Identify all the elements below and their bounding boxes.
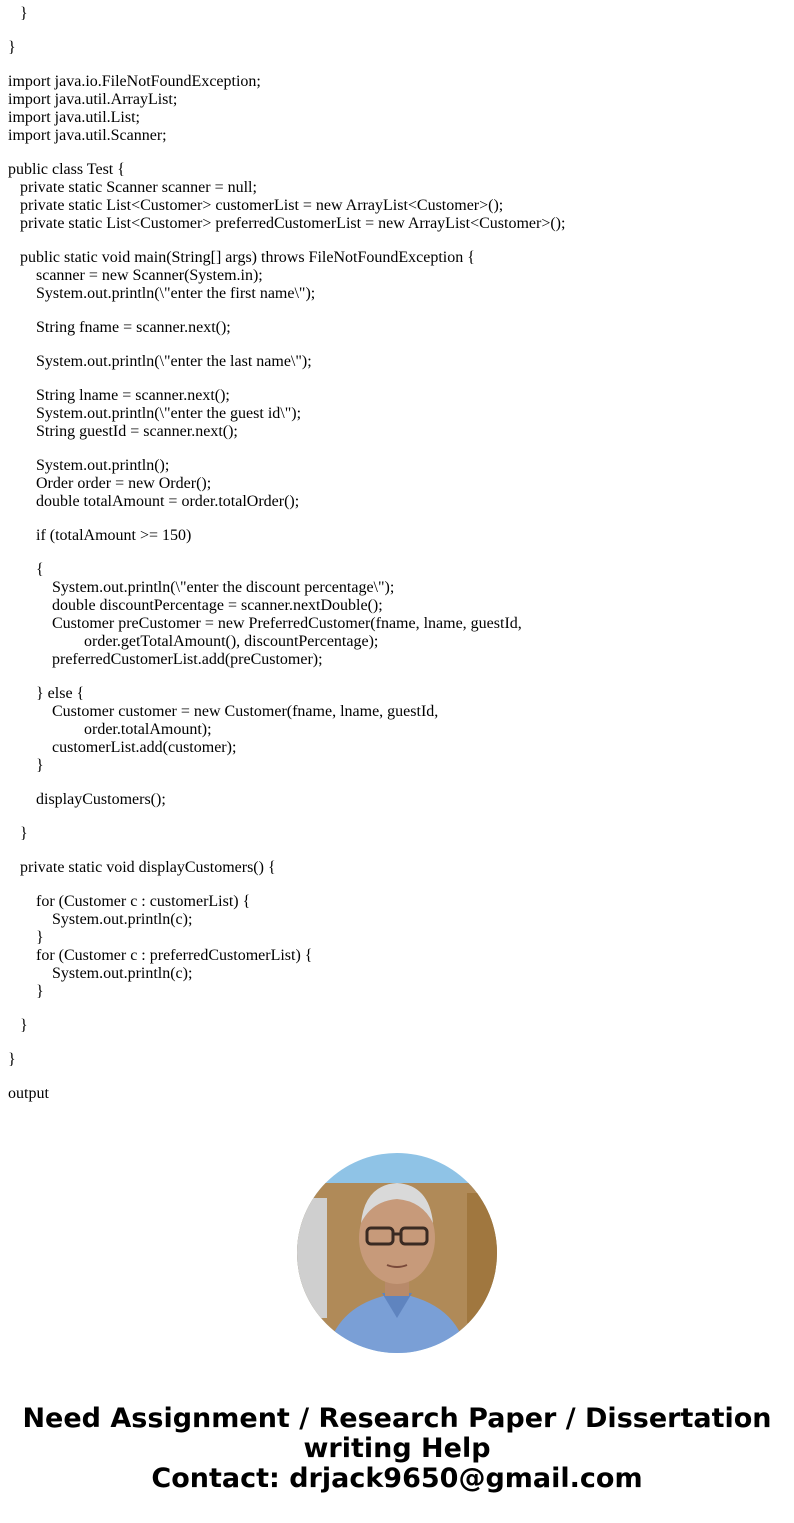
code-line: output — [8, 1085, 49, 1102]
code-line: public class Test { — [8, 161, 125, 178]
code-line: } — [20, 825, 28, 842]
code-line: System.out.println(\"enter the discount percentage\"); — [52, 579, 395, 596]
code-line: } — [20, 1017, 28, 1034]
code-line: for (Customer c : customerList) { — [36, 893, 251, 910]
code-line: private static List<Customer> customerList = new ArrayList<Customer>(); — [20, 197, 504, 214]
code-line: displayCustomers(); — [36, 791, 166, 808]
code-line: private static List<Customer> preferredCustomerList = new ArrayList<Customer>(); — [20, 215, 566, 232]
code-line: double totalAmount = order.totalOrder(); — [36, 493, 300, 510]
code-line: Customer preCustomer = new PreferredCustomer(fname, lname, guestId, — [52, 615, 522, 632]
code-line: } — [36, 983, 44, 1000]
code-line: customerList.add(customer); — [52, 739, 237, 756]
code-line: import java.util.List; — [8, 109, 140, 126]
code-line: { — [36, 561, 44, 578]
code-line: import java.io.FileNotFoundException; — [8, 73, 261, 90]
author-avatar — [297, 1153, 497, 1353]
code-line: System.out.println(\"enter the last name\"); — [36, 353, 312, 370]
promo-line-2: writing Help — [303, 1433, 491, 1464]
code-line: preferredCustomerList.add(preCustomer); — [52, 651, 323, 668]
code-line: public static void main(String[] args) throws FileNotFoundException { — [20, 249, 475, 266]
code-line: System.out.println(\"enter the guest id\"); — [36, 405, 302, 422]
code-line: private static Scanner scanner = null; — [20, 179, 257, 196]
code-line: } — [36, 757, 44, 774]
code-line: } — [8, 39, 16, 56]
code-line: String fname = scanner.next(); — [36, 319, 231, 336]
code-line: } — [20, 5, 28, 22]
code-line: order.totalAmount); — [84, 721, 212, 738]
code-line: scanner = new Scanner(System.in); — [36, 267, 263, 284]
code-line: Customer customer = new Customer(fname, lname, guestId, — [52, 703, 439, 720]
code-line: System.out.println(\"enter the first name\"); — [36, 285, 316, 302]
code-line: } — [36, 929, 44, 946]
code-line: System.out.println(c); — [52, 965, 193, 982]
code-listing — [8, 0, 788, 1123]
code-line: import java.util.ArrayList; — [8, 91, 178, 108]
code-line: for (Customer c : preferredCustomerList) { — [36, 947, 313, 964]
code-line: Order order = new Order(); — [36, 475, 212, 492]
code-line: double discountPercentage = scanner.nextDouble(); — [52, 597, 383, 614]
code-line: String lname = scanner.next(); — [36, 387, 230, 404]
code-line: System.out.println(c); — [52, 911, 193, 928]
promo-contact-line: Contact: drjack9650@gmail.com — [151, 1463, 643, 1494]
code-line: System.out.println(); — [36, 457, 170, 474]
code-line: import java.util.Scanner; — [8, 127, 167, 144]
code-line: } — [8, 1051, 16, 1068]
code-line: String guestId = scanner.next(); — [36, 423, 238, 440]
code-line: order.getTotalAmount(), discountPercentage); — [84, 633, 379, 650]
content-cut-edge — [0, 1123, 794, 1125]
code-line: } else { — [36, 685, 85, 702]
code-line: if (totalAmount >= 150) — [36, 527, 192, 544]
avatar-portrait — [297, 1153, 497, 1353]
code-line: private static void displayCustomers() { — [20, 859, 276, 876]
promo-line-1: Need Assignment / Research Paper / Dissertation — [22, 1403, 772, 1434]
